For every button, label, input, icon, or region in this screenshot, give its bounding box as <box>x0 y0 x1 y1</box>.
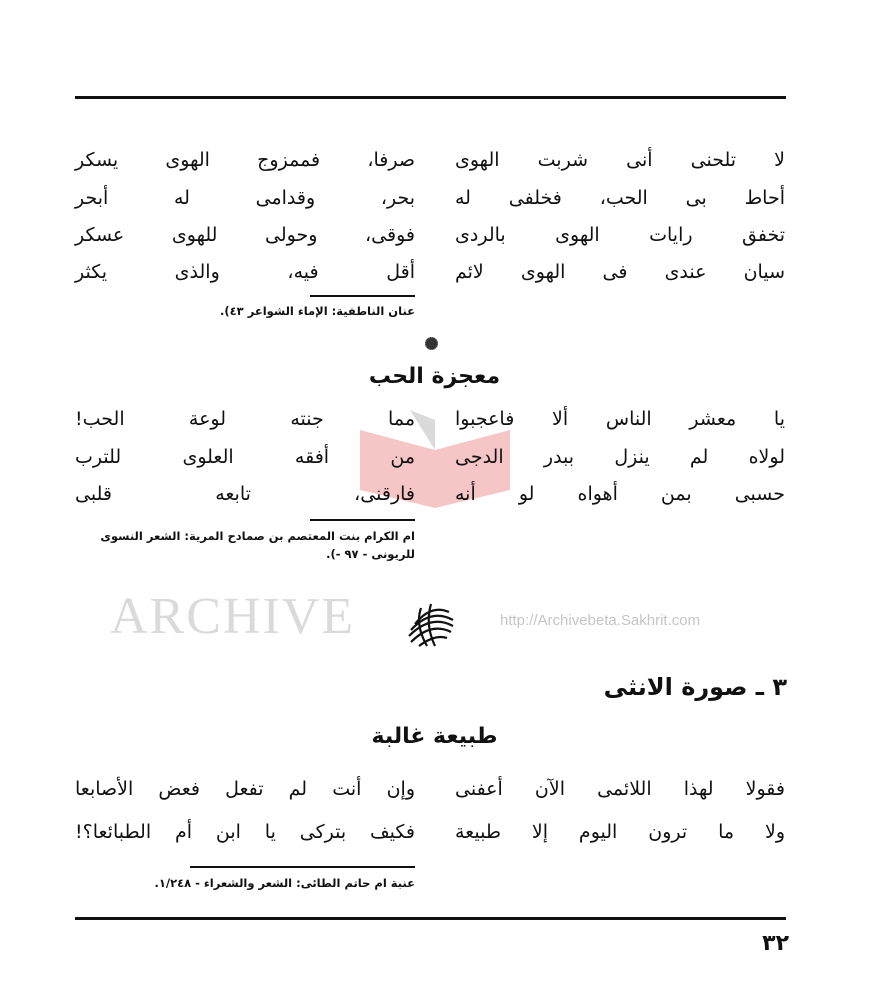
ornament-globe-icon <box>405 600 457 650</box>
verse-left: فوقى، وحولى للهوى عسكر <box>75 224 415 246</box>
citation-rule <box>310 519 415 521</box>
verse-right: حسبى بمن أهواه لو أنه <box>455 483 785 505</box>
citation-line-2: للريونى - ٩٧ -). <box>326 547 415 561</box>
bottom-rule <box>75 917 786 920</box>
top-rule <box>75 96 786 99</box>
verse-left: من أفقه العلوى للترب <box>75 446 415 468</box>
verse-left: بحر، وقدامى له أبحر <box>75 187 415 209</box>
citation-rule <box>310 295 415 297</box>
verse-left: أقل فيه، والذى يكثر <box>75 261 415 283</box>
verse-right: لا تلحنى أنى شربت الهوى <box>455 149 785 171</box>
page-number: ٣٢ <box>762 931 789 956</box>
verse-left: فارقنى، تابعه قلبى <box>75 483 415 505</box>
poem-title: معجزة الحب <box>368 364 501 389</box>
ornament-dot-icon <box>425 337 438 350</box>
citation-line-1: ام الكرام بنت المعتصم بن صمادح المرية: الشعر النسوى <box>100 529 415 543</box>
verse-right: ولا ما ترون اليوم إلا طبيعة <box>455 821 785 843</box>
citation: عنان الناطفية: الإماء الشواعر ٤٣). <box>220 304 415 318</box>
citation-rule <box>190 866 415 868</box>
verse-left: فكيف بتركى يا ابن أم الطبائعا؟! <box>75 821 415 843</box>
section-heading: ٣ ـ صورة الانثى <box>603 673 787 701</box>
watermark-url: http://Archivebeta.Sakhrit.com <box>500 612 701 629</box>
verse-right: لولاه لم ينزل ببدر الدجى <box>455 446 785 468</box>
verse-right: تخفق رايات الهوى بالردى <box>455 224 785 246</box>
watermark-text: ARCHIVE <box>110 588 356 645</box>
verse-right: سيان عندى فى الهوى لائم <box>455 261 785 283</box>
verse-left: وإن أنت لم تفعل فعض الأصابعا <box>75 778 415 800</box>
poem-title: طبيعة غالبة <box>371 724 498 749</box>
verse-right: أحاط بى الحب، فخلفى له <box>455 187 785 209</box>
verse-right: يا معشر الناس ألا فاعجبوا <box>455 408 785 430</box>
verse-left: صرفا، فممزوج الهوى يسكر <box>75 149 415 171</box>
verse-left: مما جنته لوعة الحب! <box>75 408 415 430</box>
citation: عنبة ام حاتم الطائى: الشعر والشعراء - ١/٢٤٨. <box>154 876 415 890</box>
verse-right: فقولا لهذا اللائمى الآن أعفنى <box>455 778 785 800</box>
